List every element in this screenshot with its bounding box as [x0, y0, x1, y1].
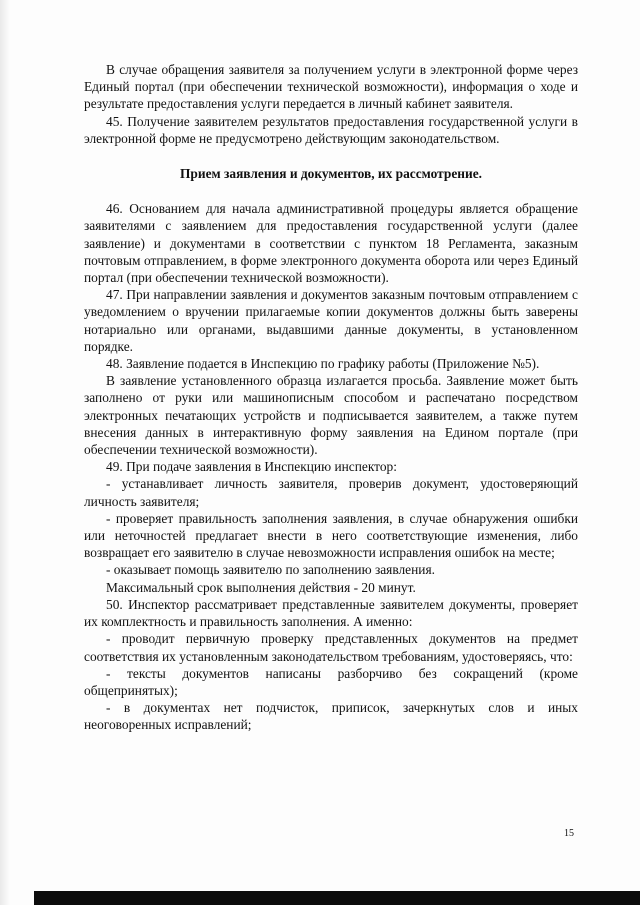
list-item-check-form: - проверяет правильность заполнения заявления, в случае обнаружения ошибки или неточностей предлагает внести в него соответствующие изменения, либо возвращает его заявителю в случае невозможности исправления ошибок на месте; [84, 510, 578, 561]
paragraph-45: 45. Получение заявителем результатов предоставления государственной услуги в электронной форме не предусмотрено действующим законодательством. [84, 113, 578, 146]
list-item-assist: - оказывает помощь заявителю по заполнению заявления. [106, 562, 435, 578]
paragraph-application-form: В заявление установленного образца излагается просьба. Заявление может быть заполнено от руки или машинописным способом и распечатано посредством электронных печатающих устройств и подписывается заявителем, а также путем внесения данных в интерактивную форму заявления на Едином портале (при обеспечении технической возможности). [84, 373, 578, 458]
paragraph-48: 48. Заявление подается в Инспекцию по графику работы (Приложение №5). [106, 356, 540, 372]
paragraph-49: 49. При подаче заявления в Инспекцию инспектор: [106, 459, 397, 475]
list-item-no-erasures: - в документах нет подчисток, приписок, зачеркнутых слов и иных неоговоренных исправлений; [84, 700, 578, 733]
list-item-identity: - устанавливает личность заявителя, проверив документ, удостоверяющий личность заявителя; [84, 476, 578, 509]
scan-edge-bar [34, 891, 640, 905]
section-heading: Прием заявления и документов, их рассмотрение. [180, 166, 482, 182]
paragraph-electronic-form: В случае обращения заявителя за получением услуги в электронной форме через Единый портал (при обеспечении технической возможности), информация о ходе и результате предоставления услуги передается в личный кабинет заявителя. [84, 62, 578, 112]
paragraph-50: 50. Инспектор рассматривает представленные заявителем документы, проверяет их комплектность и правильность заполнения. А именно: [84, 596, 578, 630]
page-number: 15 [564, 828, 574, 839]
paragraph-47: 47. При направлении заявления и документов заказным почтовым отправлением с уведомлением о вручении прилагаемые копии документов должны быть заверены нотариально или органами, выдавшими данные документы, в установленном порядке. [84, 287, 578, 354]
paragraph-max-time: Максимальный срок выполнения действия - 20 минут. [106, 579, 416, 595]
scan-shadow [0, 0, 10, 905]
document-body [84, 61, 578, 734]
list-item-primary-check: - проводит первичную проверку представленных документов на предмет соответствия их установленным законодательством требованиям, удостоверяясь, что: [84, 631, 578, 664]
list-item-legible: - тексты документов написаны разборчиво без сокращений (кроме общепринятых); [84, 665, 578, 698]
paragraph-46: 46. Основанием для начала административной процедуры является обращение заявителями с заявлением для предоставления государственной услуги (далее заявление) и документами в соответствии с пунктом 18 Регламента, заказным почтовым отправлением, в форме электронного документа оборота или через Единый портал (при обеспечении технической возможности). [84, 201, 578, 286]
